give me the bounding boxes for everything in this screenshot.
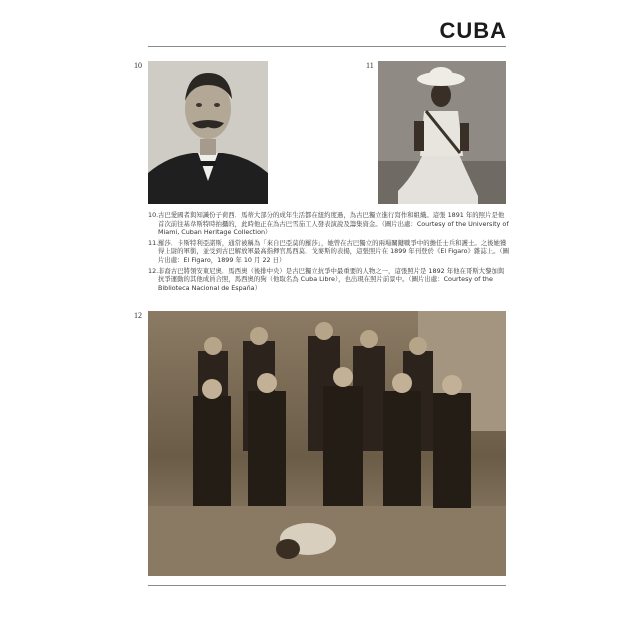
header-rule xyxy=(148,46,506,47)
photo-number-12: 12 xyxy=(134,311,142,320)
caption-number: 12. xyxy=(148,266,159,275)
caption-number: 10. xyxy=(148,211,159,219)
caption-text: 古巴愛國者與知識份子荷西．馬蒂大部分的成年生活都在紐約度過，為古巴獨立進行寫作和組織。這張 1891 年的照片是他首次前往基韋斯特時拍攝的，此時他正在為古巴雪茄工人發表演說及籌集資金。（圖片出處：Courtesy of the University of Miami, Cuban Heritage Collection） xyxy=(158,211,509,237)
page-header-title: CUBA xyxy=(439,18,507,43)
photo-number-11: 11 xyxy=(366,61,374,70)
caption-11 xyxy=(148,239,510,265)
footer-rule xyxy=(148,585,506,586)
caption-text: 非裔古巴將領安東尼奧．馬西奧（後排中央）是古巴獨立抗爭中最重要的人物之一，這張照片是 1892 年他在哥斯大黎加與抗爭運動的其他成員合照，馬西奧的狗（他取名為 Cuba Libre），也出現在照片前景中。（圖片出處：Courtesy of the Biblioteca Nacional de España） xyxy=(158,266,505,292)
photo-group-portrait xyxy=(148,311,506,576)
photo-woman-standing xyxy=(378,61,506,204)
photo-number-10: 10 xyxy=(134,61,142,70)
caption-text: 羅莎．卡斯特利亞諾斯，通常被稱為「來自巴亞莫的羅莎」，她曾在古巴獨立的兩場關鍵戰爭中的擔任士兵和護士。之後她獲得上尉的軍銜，並受到古巴解放軍最高指揮官馬西莫．戈麥斯的表揚，這張照片在 1899 年刊登於《El Figaro》雜誌上。（圖片出處：El Figaro，1899 年 10 月 22 日） xyxy=(158,238,510,264)
caption-12 xyxy=(148,267,510,293)
caption-10 xyxy=(148,211,510,237)
photo-portrait-man xyxy=(148,61,268,204)
captions-block xyxy=(148,211,510,294)
caption-number: 11. xyxy=(148,238,159,247)
